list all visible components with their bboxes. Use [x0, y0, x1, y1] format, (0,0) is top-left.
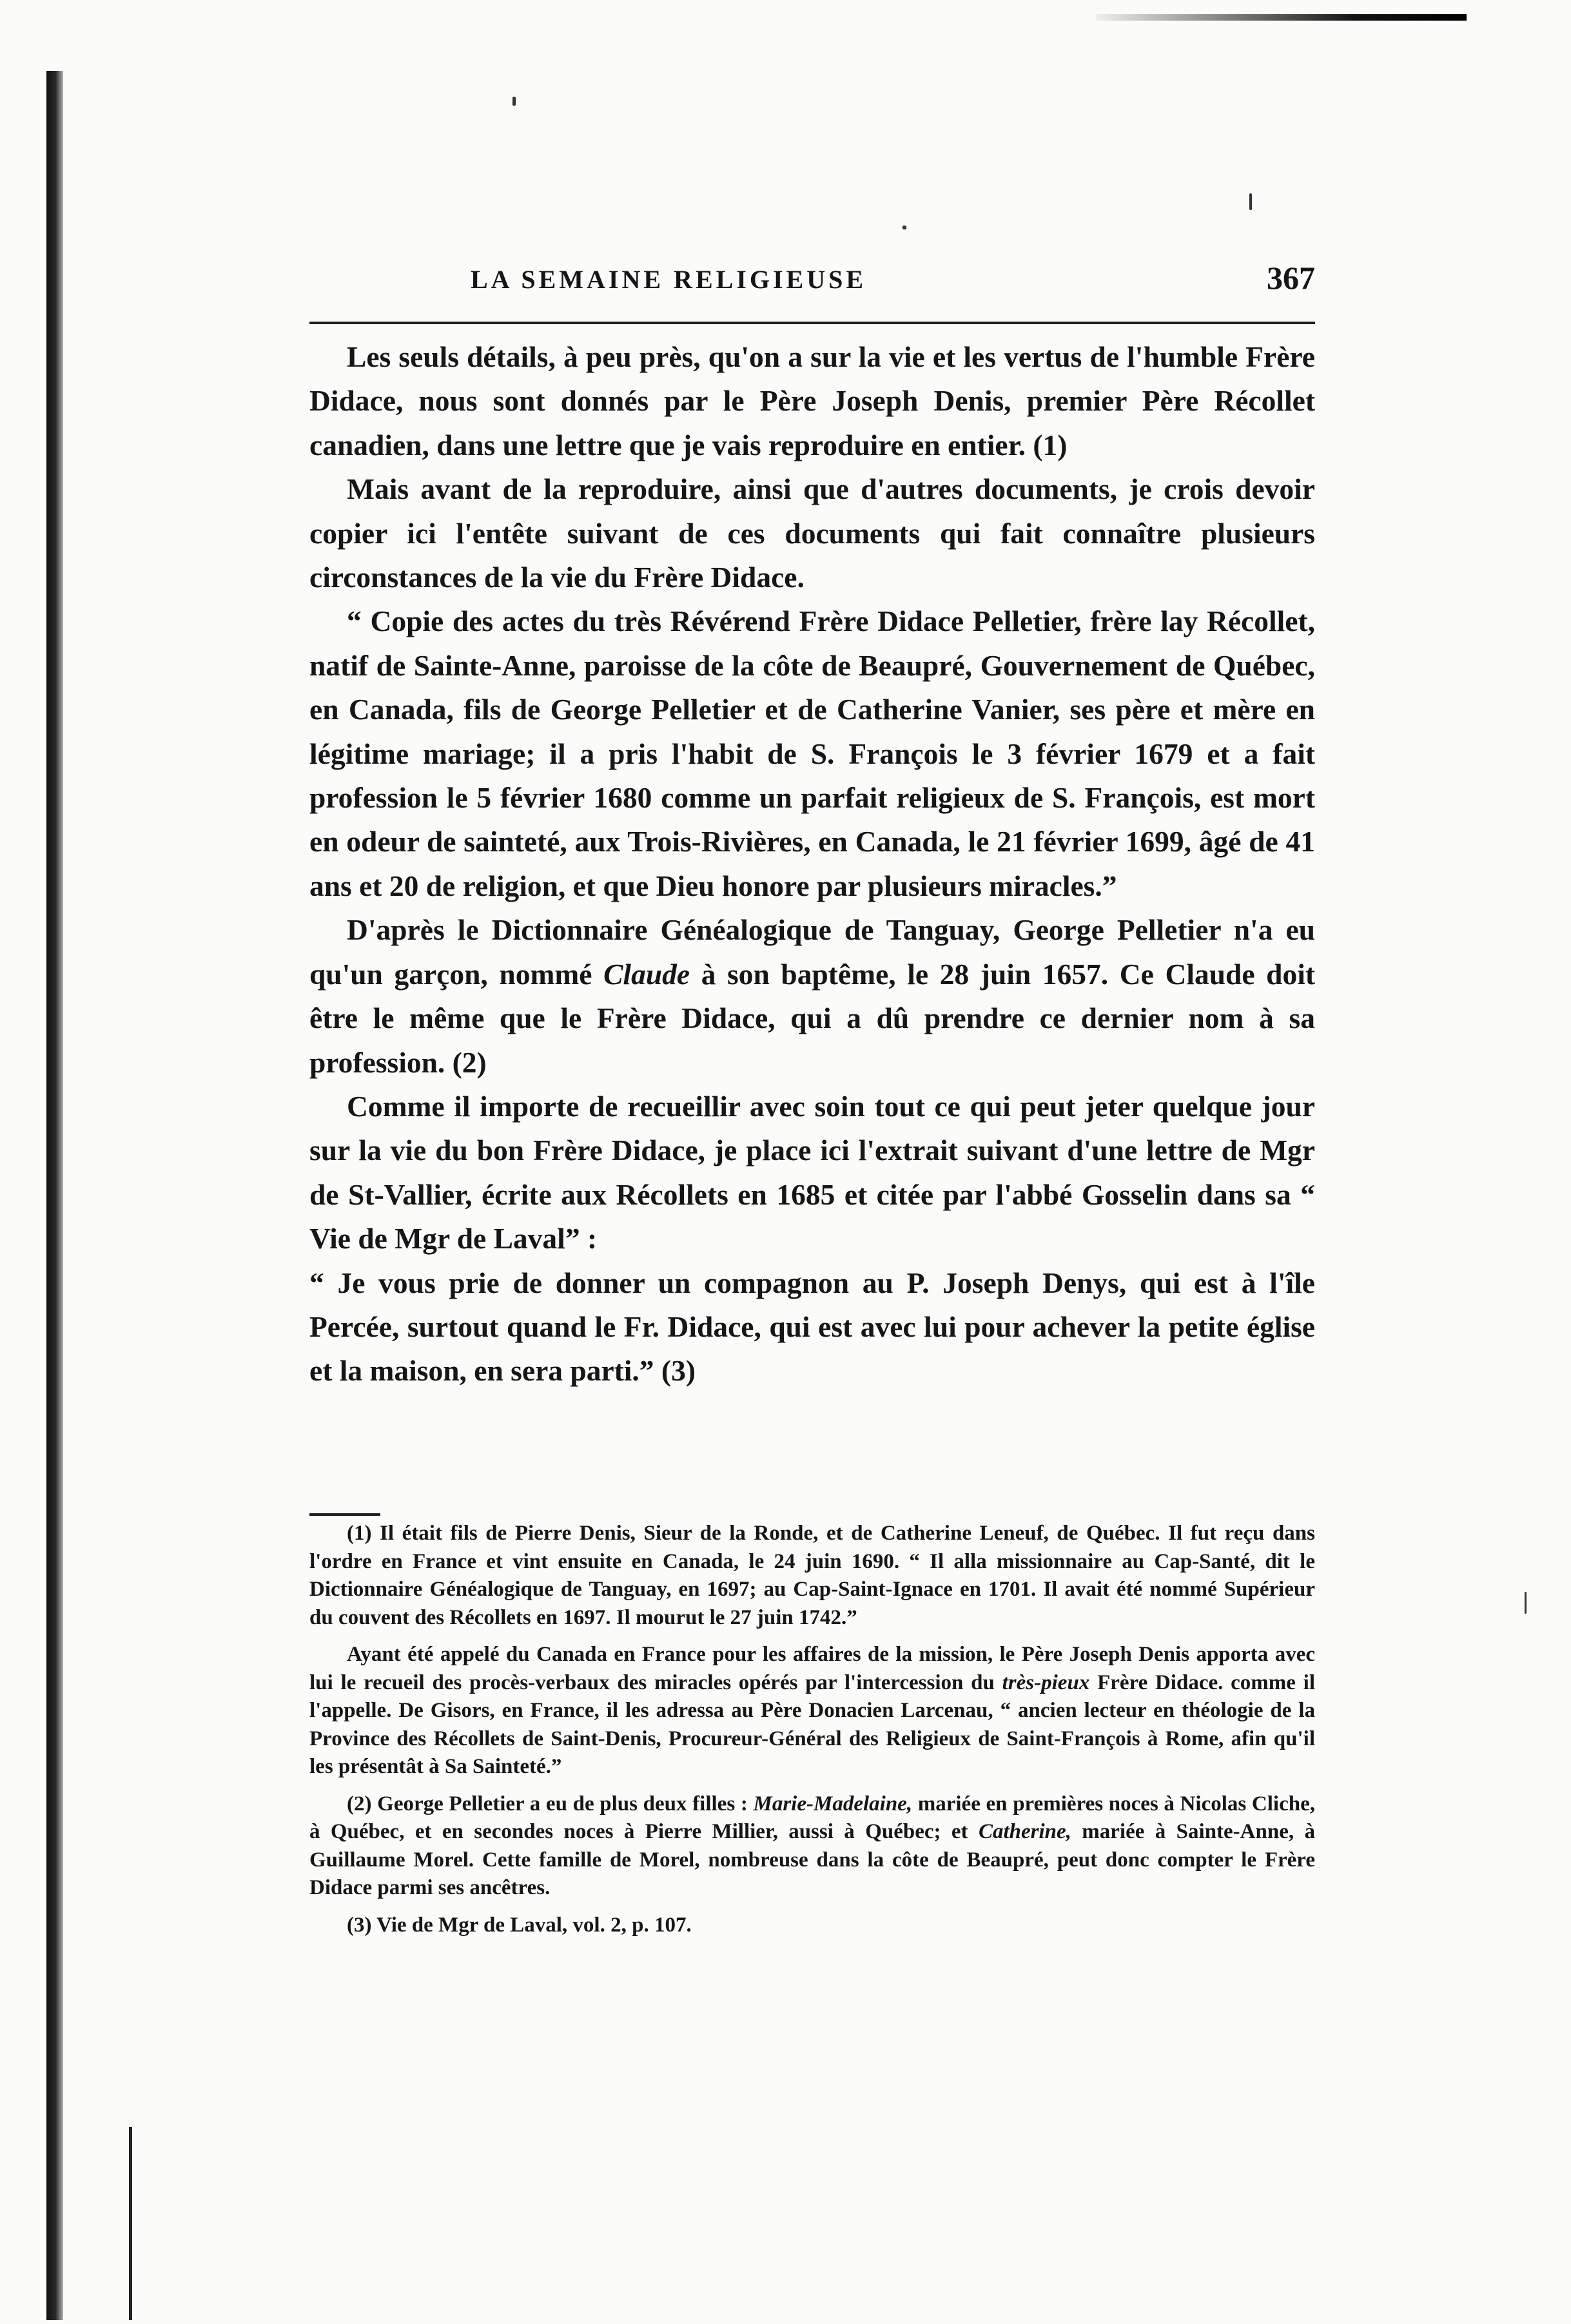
text-run: (2) George Pelletier a eu de plus deux filles : — [347, 1792, 754, 1816]
quoted-paragraph: “ Copie des actes du très Révérend Frère Didace Pelletier, frère lay Récollet, natif de Sainte-Anne, paroisse de la côte de Beaupré, Gouvernement de Québec, en Canada, fils de George Pelletier et de Catherine Vanier, ses père et mère en légitime mariage; il a pris l'habit de S. François le 3 février 1679 et a fait profession le 5 février 1680 comme un parfait religieux de S. François, est mort en odeur de sainteté, aux Trois-Rivières, en Canada, le 21 février 1699, âgé de 41 ans et 20 de religion, et que Dieu honore par plusieurs miracles.” — [309, 605, 1315, 902]
page-number: 367 — [1267, 260, 1315, 296]
text-run: Ayant été appelé du Canada en France pour les affaires de la mission, le Père Joseph Denis apporta avec lui le recueil des procès-verbaux des miracles opérés par l'intercession du — [309, 1643, 1315, 1694]
footnote-3: (3) Vie de Mgr de Laval, vol. 2, p. 107. — [347, 1913, 692, 1937]
text-run: à son baptême, le 28 juin 1657. Ce Claude doit être le même que le Frère Didace, qui a dû prendre ce dernier nom à sa profession. (2) — [309, 957, 1315, 1079]
running-title: LA SEMAINE RELIGIEUSE — [471, 265, 867, 294]
text-run: mariée à Sainte-Anne, à Guillaume Morel. Cette famille de Morel, nombreuse dans la côte de Beaupré, peut donc compter le Frère Didace parmi ses ancêtres. — [309, 1820, 1315, 1899]
page-header — [309, 259, 1315, 298]
footnote-1-continued — [309, 1641, 1315, 1781]
text-run: mariée en premières noces à Nicolas Cliche, à Québec, et en secondes noces à Pierre Millier, aussi à Québec; et — [309, 1792, 1315, 1843]
scan-speck — [1249, 193, 1252, 210]
italic-name: Marie-Madelaine, — [753, 1792, 913, 1816]
paragraph: Comme il importe de recueillir avec soin tout ce qui peut jeter quelque jour sur la vie du bon Frère Didace, je place ici l'extrait suivant d'une lettre de Mgr de St-Vallier, écrite aux Récollets en 1685 et citée par l'abbé Gosselin dans sa “ Vie de Mgr de Laval” : — [309, 1089, 1315, 1255]
paragraph: Les seuls détails, à peu près, qu'on a sur la vie et les vertus de l'humble Frère Didace, nous sont donnés par le Père Joseph Denis, premier Père Récollet canadien, dans une lettre que je vais reproduire en entier. (1) — [309, 340, 1315, 461]
paragraph — [309, 908, 1315, 1085]
text-run: D'après le Dictionnaire Généalogique de Tanguay, George Pelletier n'a eu qu'un garçon, nommé — [309, 913, 1315, 991]
italic-term: très-pieux — [1002, 1670, 1090, 1694]
scan-binding-shadow — [46, 71, 63, 2320]
scan-speck — [1525, 1592, 1527, 1614]
footnotes — [309, 1520, 1315, 1939]
scan-speck — [512, 97, 516, 106]
italic-name: Claude — [603, 957, 690, 991]
italic-name: Catherine, — [978, 1820, 1071, 1843]
footnote-rule — [309, 1513, 380, 1516]
footnote-1: (1) Il était fils de Pierre Denis, Sieur de la Ronde, et de Catherine Leneuf, de Québec. Il fut reçu dans l'ordre en France et vint ensuite en Canada, le 24 juin 1690. “ Il alla missionnaire au Cap-Santé, dit le Dictionnaire Généalogique de Tanguay, en 1697; au Cap-Saint-Ignace en 1701. Il avait été nommé Supérieur du couvent des Récollets en 1697. Il mourut le 27 juin 1742.” — [309, 1522, 1315, 1629]
scan-speck — [903, 226, 906, 229]
scan-edge-mark — [129, 2127, 132, 2320]
main-text — [309, 335, 1315, 1393]
paragraph: Mais avant de la reproduire, ainsi que d'autres documents, je crois devoir copier ici l'entête suivant de ces documents qui fait connaître plusieurs circonstances de la vie du Frère Didace. — [309, 472, 1315, 594]
text-run: Frère Didace. comme il l'appelle. De Gisors, en France, il les adressa au Père Donacien Larcenau, “ ancien lecteur en théologie de la Province des Récollets de Saint-Denis, Procureur-Général des Religieux de Saint-François à Rome, afin qu'il les présentât à Sa Sainteté.” — [309, 1670, 1315, 1778]
header-rule — [309, 322, 1315, 324]
scan-top-edge — [1096, 14, 1467, 21]
quoted-paragraph: “ Je vous prie de donner un compagnon au P. Joseph Denys, qui est à l'île Percée, surtout quand le Fr. Didace, qui est avec lui pour achever la petite église et la maison, en sera parti.” (3) — [309, 1266, 1315, 1388]
footnote-2 — [309, 1790, 1315, 1903]
